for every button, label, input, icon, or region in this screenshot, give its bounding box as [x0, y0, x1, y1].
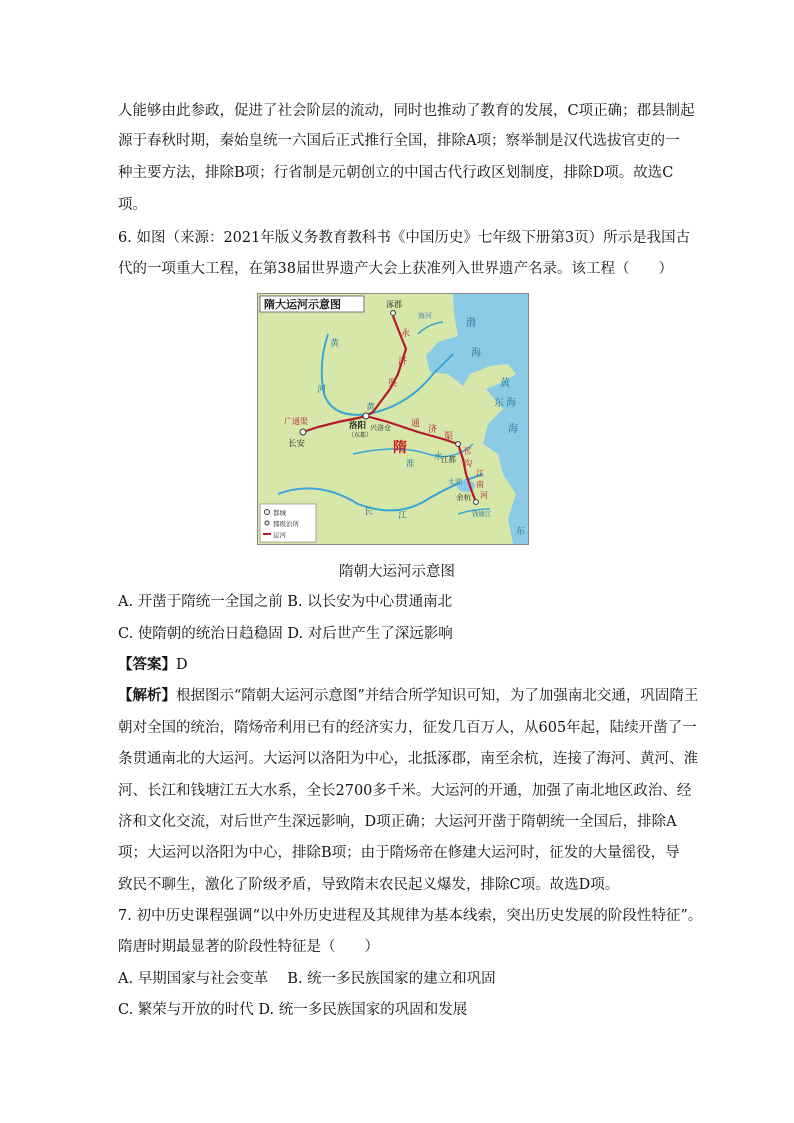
option-line: A. 开凿于隋统一全国之前 B. 以长安为中心贯通南北 [118, 594, 453, 610]
map-label: 江 [476, 469, 484, 478]
map-label: 河 [317, 385, 327, 395]
option-line: C. 繁荣与开放的时代 D. 统一多民族国家的巩固和发展 [118, 1002, 468, 1018]
map-label: 南 [476, 480, 484, 489]
answer-value: D [176, 657, 188, 673]
analysis-line: 朝对全国的统治，隋炀帝利用已有的经济实力，征发几百万人，从605年起，陆续开凿了一 [118, 720, 697, 736]
text-line: 源于春秋时期，秦始皇统一六国后正式推行全国，排除A项；察举制是汉代选拔官吏的一 [118, 133, 680, 149]
map-label: 沟 [464, 459, 472, 468]
text-line: 种主要方法，排除B项；行省制是元朝创立的中国古代行政区划制度，排除D项。故选C [118, 165, 674, 181]
map-label: 渠 [444, 432, 454, 442]
question-7-line: 隋唐时期最显著的阶段性特征是（ ） [118, 939, 379, 955]
analysis-line: 济和文化交流，对后世产生深远影响，D项正确；大运河开凿于隋朝统一全国后，排除A [118, 814, 677, 830]
legend-label: 都城 [273, 509, 286, 517]
map-label: 东 [516, 527, 526, 537]
map-label: 江 [398, 511, 408, 521]
map-label: 黄 [330, 339, 340, 349]
map-label: 海河 [418, 312, 432, 320]
map-label: 钱塘江 [472, 510, 492, 518]
map-label: 海 [508, 424, 518, 435]
map-label: 洛阳 [349, 421, 367, 431]
map-label: 水 [434, 452, 443, 462]
analysis-line [118, 686, 698, 706]
map-title: 隋大运河示意图 [264, 298, 341, 311]
map-label: 通 [411, 419, 421, 429]
analysis-line: 项；大运河以洛阳为中心，排除B项；由于隋炀帝在修建大运河时，征发的大量徭役，导 [118, 845, 680, 861]
text-line: 人能够由此参政，促进了社会阶层的流动，同时也推动了教育的发展，C项正确；郡县制起 [118, 103, 695, 119]
map-label: 渤 [466, 318, 476, 329]
analysis-line: 河、长江和钱塘江五大水系，全长2700多千米。大运河的开通，加强了南北地区政治、经 [118, 783, 692, 799]
map-label: 济 [398, 357, 408, 367]
question-6-line: 6. 如图（来源：2021年版义务教育教科书《中国历史》七年级下册第3页）所示是我国古 [118, 230, 691, 246]
analysis-line: 致民不聊生，激化了阶级矛盾，导致隋末农民起义爆发，排除C项。故选D项。 [118, 877, 620, 893]
city-marker [300, 429, 306, 435]
map-label: 黄 [500, 378, 510, 389]
answer-line [118, 655, 188, 675]
canal-map [257, 293, 529, 545]
text-line: 项。 [118, 197, 147, 213]
map-label: 江都 [441, 455, 456, 464]
map-label: 海 [471, 348, 481, 359]
map-label: 海 [506, 398, 516, 409]
map-label: 隋 [393, 440, 407, 456]
map-label: 长 [364, 507, 374, 517]
map-label: 河 [480, 491, 488, 500]
map-label: 长安 [288, 439, 306, 449]
option-line: A. 早期国家与社会变革 B. 统一多民族国家的建立和巩固 [118, 971, 496, 987]
map-label: 济 [428, 425, 438, 435]
city-marker [391, 311, 396, 316]
answer-label: 【答案】 [118, 656, 176, 673]
option-line: C. 使隋朝的统治日趋稳固 D. 对后世产生了深远影响 [118, 626, 453, 642]
legend-capital-marker [265, 510, 270, 515]
analysis-label: 【解析】 [118, 687, 176, 704]
figure-caption: 隋朝大运河示意图 [339, 564, 455, 580]
map-label: 兴洛仓 [370, 424, 391, 432]
analysis-line: 条贯通南北的大运河。大运河以洛阳为中心，北抵涿郡，南至余杭，连接了海河、黄河、淮 [118, 751, 698, 767]
city-marker [363, 413, 369, 419]
legend-label: 运河 [273, 531, 286, 539]
analysis-text: 根据图示“隋朝大运河示意图”并结合所学知识可知，为了加强南北交通，巩固隋王 [176, 688, 699, 704]
map-label: 渠 [388, 379, 398, 389]
map-label: 东 [494, 398, 504, 409]
map-label: 永 [401, 329, 411, 339]
map-label: 淮 [406, 459, 415, 469]
map-label: 黄 [366, 403, 376, 413]
map-label: 余杭 [456, 493, 471, 502]
map-label: （东都） [348, 432, 373, 439]
map-label: 涿郡 [386, 300, 402, 309]
map-label: 广通渠 [284, 417, 308, 426]
city-marker [474, 500, 479, 505]
legend-jun-marker [265, 521, 269, 525]
legend-label: 郡级治所 [273, 520, 299, 528]
question-7-line: 7. 初中历史课程强调“以中外历史进程及其规律为基本线索，突出历史发展的阶段性特征”。 [118, 908, 703, 924]
question-6-line: 代的一项重大工程，在第38届世界遗产大会上获准列入世界遗产名录。该工程（ ） [118, 261, 673, 277]
map-label: 邗 [463, 447, 471, 456]
map-label: 太湖 [448, 478, 462, 486]
city-marker [456, 442, 461, 447]
